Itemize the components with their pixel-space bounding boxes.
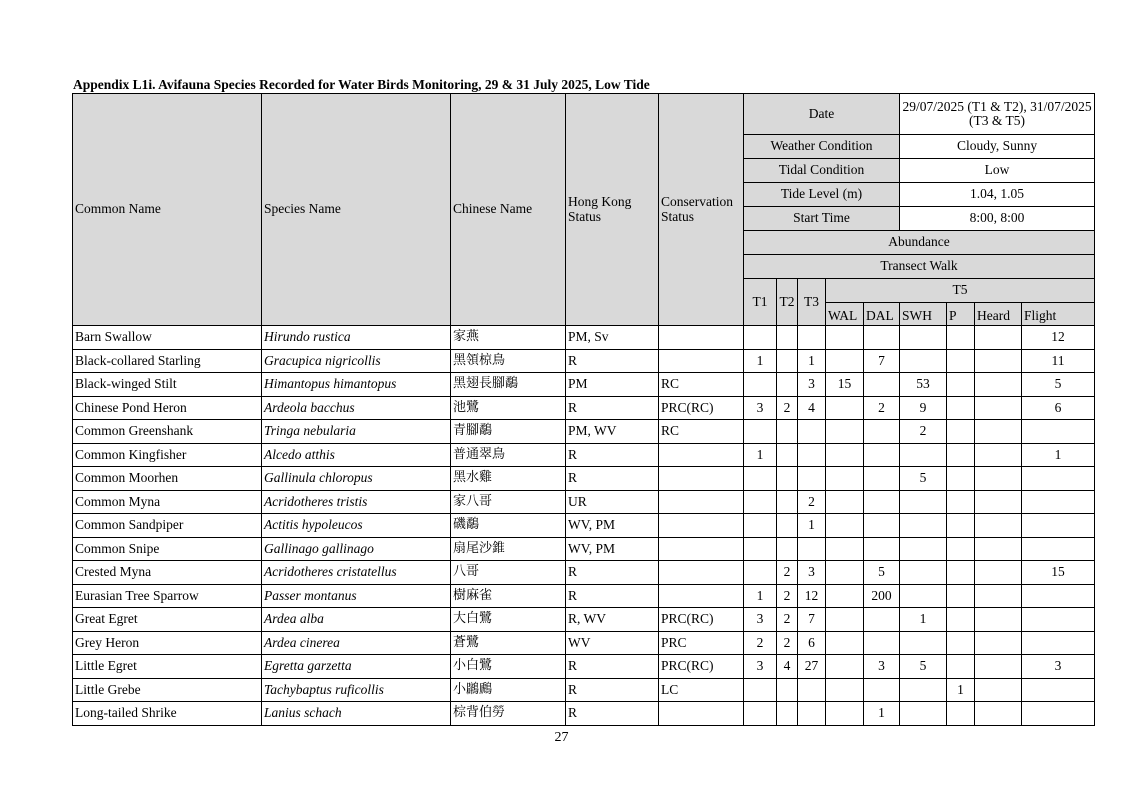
cell-flight xyxy=(1022,467,1095,491)
cell-chinese-name: 青腳鷸 xyxy=(451,420,566,444)
weather-value: Cloudy, Sunny xyxy=(900,135,1095,159)
cell-flight xyxy=(1022,420,1095,444)
cell-hk-status: R xyxy=(566,678,659,702)
tidal-label: Tidal Condition xyxy=(744,159,900,183)
cell-heard xyxy=(975,608,1022,632)
cell-p xyxy=(947,561,975,585)
cell-chinese-name: 黑領椋鳥 xyxy=(451,349,566,373)
cell-dal xyxy=(864,490,900,514)
cell-p xyxy=(947,537,975,561)
cell-heard xyxy=(975,373,1022,397)
cell-t3 xyxy=(798,537,826,561)
cell-chinese-name: 八哥 xyxy=(451,561,566,585)
cell-p xyxy=(947,514,975,538)
cell-common-name: Grey Heron xyxy=(73,631,262,655)
cell-species-name: Himantopus himantopus xyxy=(262,373,451,397)
cell-t1: 1 xyxy=(744,584,777,608)
swh-header: SWH xyxy=(900,303,947,326)
cell-dal xyxy=(864,608,900,632)
cell-chinese-name: 家燕 xyxy=(451,326,566,350)
cell-t1: 3 xyxy=(744,655,777,679)
cell-wal xyxy=(826,655,864,679)
cell-chinese-name: 磯鷸 xyxy=(451,514,566,538)
cell-flight: 6 xyxy=(1022,396,1095,420)
cell-p xyxy=(947,631,975,655)
date-value: 29/07/2025 (T1 & T2), 31/07/2025 (T3 & T5) xyxy=(900,94,1095,135)
table-row xyxy=(73,702,1095,726)
cell-t3 xyxy=(798,420,826,444)
cell-swh: 9 xyxy=(900,396,947,420)
cell-species-name: Ardea alba xyxy=(262,608,451,632)
cell-t2 xyxy=(777,373,798,397)
cell-flight xyxy=(1022,584,1095,608)
p-header: P xyxy=(947,303,975,326)
cell-swh: 5 xyxy=(900,467,947,491)
cell-common-name: Black-collared Starling xyxy=(73,349,262,373)
cell-heard xyxy=(975,490,1022,514)
cell-t2: 2 xyxy=(777,396,798,420)
cell-wal xyxy=(826,467,864,491)
cell-t1 xyxy=(744,490,777,514)
cell-common-name: Common Myna xyxy=(73,490,262,514)
cell-wal xyxy=(826,561,864,585)
cell-conservation-status xyxy=(659,467,744,491)
cell-dal xyxy=(864,326,900,350)
cell-conservation-status xyxy=(659,349,744,373)
tide-level-label: Tide Level (m) xyxy=(744,183,900,207)
cell-common-name: Common Kingfisher xyxy=(73,443,262,467)
cell-t2 xyxy=(777,467,798,491)
t1-header: T1 xyxy=(744,279,777,326)
cell-species-name: Acridotheres tristis xyxy=(262,490,451,514)
cell-t2: 2 xyxy=(777,631,798,655)
cell-species-name: Ardeola bacchus xyxy=(262,396,451,420)
header-common-name: Common Name xyxy=(73,94,262,326)
cell-swh xyxy=(900,561,947,585)
cell-wal xyxy=(826,514,864,538)
cell-t2: 2 xyxy=(777,608,798,632)
cell-t2 xyxy=(777,514,798,538)
cell-common-name: Common Greenshank xyxy=(73,420,262,444)
cell-heard xyxy=(975,326,1022,350)
cell-p xyxy=(947,490,975,514)
table-row xyxy=(73,490,1095,514)
cell-swh xyxy=(900,490,947,514)
cell-chinese-name: 小鸊鷉 xyxy=(451,678,566,702)
cell-p xyxy=(947,443,975,467)
tide-level-value: 1.04, 1.05 xyxy=(900,183,1095,207)
table-row xyxy=(73,631,1095,655)
cell-wal xyxy=(826,396,864,420)
cell-p: 1 xyxy=(947,678,975,702)
cell-wal xyxy=(826,420,864,444)
cell-hk-status: WV xyxy=(566,631,659,655)
cell-dal: 3 xyxy=(864,655,900,679)
table-row xyxy=(73,514,1095,538)
cell-conservation-status: PRC(RC) xyxy=(659,396,744,420)
cell-chinese-name: 大白鷺 xyxy=(451,608,566,632)
cell-t2 xyxy=(777,326,798,350)
cell-t2 xyxy=(777,490,798,514)
cell-common-name: Long-tailed Shrike xyxy=(73,702,262,726)
cell-swh xyxy=(900,631,947,655)
cell-t3 xyxy=(798,467,826,491)
cell-hk-status: R xyxy=(566,561,659,585)
cell-flight: 15 xyxy=(1022,561,1095,585)
table-row xyxy=(73,326,1095,350)
cell-flight xyxy=(1022,608,1095,632)
cell-swh xyxy=(900,326,947,350)
cell-species-name: Hirundo rustica xyxy=(262,326,451,350)
cell-dal xyxy=(864,420,900,444)
cell-heard xyxy=(975,396,1022,420)
cell-heard xyxy=(975,561,1022,585)
cell-common-name: Barn Swallow xyxy=(73,326,262,350)
cell-t2 xyxy=(777,443,798,467)
cell-flight: 1 xyxy=(1022,443,1095,467)
cell-t3: 12 xyxy=(798,584,826,608)
cell-chinese-name: 池鷺 xyxy=(451,396,566,420)
table-row xyxy=(73,655,1095,679)
cell-conservation-status xyxy=(659,514,744,538)
cell-dal xyxy=(864,373,900,397)
cell-hk-status: R xyxy=(566,349,659,373)
cell-chinese-name: 樹麻雀 xyxy=(451,584,566,608)
cell-t3 xyxy=(798,443,826,467)
cell-species-name: Gallinago gallinago xyxy=(262,537,451,561)
table-row xyxy=(73,584,1095,608)
cell-t1 xyxy=(744,420,777,444)
table-row xyxy=(73,678,1095,702)
cell-wal xyxy=(826,631,864,655)
cell-swh xyxy=(900,537,947,561)
cell-p xyxy=(947,584,975,608)
cell-species-name: Passer montanus xyxy=(262,584,451,608)
cell-hk-status: UR xyxy=(566,490,659,514)
cell-common-name: Black-winged Stilt xyxy=(73,373,262,397)
start-time-value: 8:00, 8:00 xyxy=(900,207,1095,231)
cell-conservation-status: RC xyxy=(659,373,744,397)
cell-common-name: Crested Myna xyxy=(73,561,262,585)
flight-header: Flight xyxy=(1022,303,1095,326)
cell-conservation-status xyxy=(659,584,744,608)
table-row xyxy=(73,443,1095,467)
cell-heard xyxy=(975,655,1022,679)
abundance-header: Abundance xyxy=(744,231,1095,255)
cell-chinese-name: 棕背伯勞 xyxy=(451,702,566,726)
cell-heard xyxy=(975,584,1022,608)
cell-p xyxy=(947,608,975,632)
species-table xyxy=(72,93,1095,726)
cell-flight xyxy=(1022,702,1095,726)
cell-common-name: Eurasian Tree Sparrow xyxy=(73,584,262,608)
cell-flight xyxy=(1022,514,1095,538)
cell-dal: 200 xyxy=(864,584,900,608)
table-row xyxy=(73,373,1095,397)
cell-t3 xyxy=(798,326,826,350)
cell-wal: 15 xyxy=(826,373,864,397)
cell-t2: 2 xyxy=(777,584,798,608)
cell-common-name: Common Moorhen xyxy=(73,467,262,491)
cell-swh: 2 xyxy=(900,420,947,444)
cell-species-name: Actitis hypoleucos xyxy=(262,514,451,538)
table-caption: Appendix L1i. Avifauna Species Recorded for Water Birds Monitoring, 29 & 31 July 2025, Low Tide xyxy=(73,77,650,92)
cell-t1 xyxy=(744,561,777,585)
t3-header: T3 xyxy=(798,279,826,326)
cell-dal xyxy=(864,631,900,655)
cell-t3: 1 xyxy=(798,514,826,538)
cell-common-name: Little Grebe xyxy=(73,678,262,702)
cell-p xyxy=(947,326,975,350)
header-conservation-status: Conservation Status xyxy=(659,94,744,326)
cell-t2 xyxy=(777,537,798,561)
cell-t3: 3 xyxy=(798,373,826,397)
cell-t1 xyxy=(744,702,777,726)
cell-dal: 1 xyxy=(864,702,900,726)
cell-t3: 2 xyxy=(798,490,826,514)
date-label: Date xyxy=(744,94,900,135)
cell-t1: 2 xyxy=(744,631,777,655)
cell-species-name: Gallinula chloropus xyxy=(262,467,451,491)
cell-t3: 1 xyxy=(798,349,826,373)
cell-t1 xyxy=(744,373,777,397)
cell-hk-status: WV, PM xyxy=(566,514,659,538)
cell-heard xyxy=(975,537,1022,561)
cell-dal: 5 xyxy=(864,561,900,585)
cell-p xyxy=(947,373,975,397)
cell-species-name: Gracupica nigricollis xyxy=(262,349,451,373)
cell-hk-status: R xyxy=(566,467,659,491)
cell-t3: 4 xyxy=(798,396,826,420)
cell-species-name: Tachybaptus ruficollis xyxy=(262,678,451,702)
cell-heard xyxy=(975,514,1022,538)
cell-heard xyxy=(975,349,1022,373)
cell-common-name: Common Sandpiper xyxy=(73,514,262,538)
cell-swh xyxy=(900,584,947,608)
cell-dal xyxy=(864,467,900,491)
cell-hk-status: PM, Sv xyxy=(566,326,659,350)
cell-wal xyxy=(826,326,864,350)
cell-species-name: Egretta garzetta xyxy=(262,655,451,679)
cell-flight: 3 xyxy=(1022,655,1095,679)
cell-t1 xyxy=(744,537,777,561)
cell-chinese-name: 黑水雞 xyxy=(451,467,566,491)
cell-wal xyxy=(826,537,864,561)
header-hk-status: Hong Kong Status xyxy=(566,94,659,326)
cell-t3: 7 xyxy=(798,608,826,632)
cell-t2 xyxy=(777,349,798,373)
table-row xyxy=(73,420,1095,444)
cell-species-name: Acridotheres cristatellus xyxy=(262,561,451,585)
cell-t1: 3 xyxy=(744,396,777,420)
cell-wal xyxy=(826,608,864,632)
cell-species-name: Alcedo atthis xyxy=(262,443,451,467)
cell-swh xyxy=(900,514,947,538)
cell-dal xyxy=(864,443,900,467)
weather-label: Weather Condition xyxy=(744,135,900,159)
cell-chinese-name: 黑翅長腳鷸 xyxy=(451,373,566,397)
cell-p xyxy=(947,655,975,679)
cell-hk-status: R xyxy=(566,655,659,679)
cell-dal: 2 xyxy=(864,396,900,420)
table-row xyxy=(73,608,1095,632)
cell-t3: 3 xyxy=(798,561,826,585)
cell-t1 xyxy=(744,467,777,491)
cell-common-name: Common Snipe xyxy=(73,537,262,561)
cell-hk-status: PM, WV xyxy=(566,420,659,444)
cell-conservation-status xyxy=(659,702,744,726)
cell-hk-status: PM xyxy=(566,373,659,397)
cell-wal xyxy=(826,443,864,467)
cell-species-name: Tringa nebularia xyxy=(262,420,451,444)
cell-flight xyxy=(1022,678,1095,702)
cell-wal xyxy=(826,702,864,726)
cell-flight xyxy=(1022,490,1095,514)
cell-p xyxy=(947,702,975,726)
cell-heard xyxy=(975,678,1022,702)
cell-swh xyxy=(900,702,947,726)
cell-conservation-status: PRC xyxy=(659,631,744,655)
table-row xyxy=(73,537,1095,561)
cell-heard xyxy=(975,420,1022,444)
cell-t1 xyxy=(744,678,777,702)
cell-t2 xyxy=(777,420,798,444)
page-number: 27 xyxy=(554,730,569,745)
cell-flight xyxy=(1022,631,1095,655)
cell-dal xyxy=(864,537,900,561)
cell-hk-status: R, WV xyxy=(566,608,659,632)
cell-t3 xyxy=(798,702,826,726)
cell-t1: 1 xyxy=(744,349,777,373)
cell-p xyxy=(947,467,975,491)
cell-hk-status: R xyxy=(566,396,659,420)
dal-header: DAL xyxy=(864,303,900,326)
cell-hk-status: R xyxy=(566,702,659,726)
cell-conservation-status: LC xyxy=(659,678,744,702)
header-species-name: Species Name xyxy=(262,94,451,326)
cell-flight: 5 xyxy=(1022,373,1095,397)
cell-flight: 11 xyxy=(1022,349,1095,373)
cell-p xyxy=(947,349,975,373)
cell-p xyxy=(947,420,975,444)
cell-swh: 1 xyxy=(900,608,947,632)
table-row xyxy=(73,396,1095,420)
cell-t2: 2 xyxy=(777,561,798,585)
cell-hk-status: R xyxy=(566,443,659,467)
cell-conservation-status xyxy=(659,490,744,514)
cell-p xyxy=(947,396,975,420)
cell-dal xyxy=(864,514,900,538)
cell-conservation-status xyxy=(659,537,744,561)
cell-dal: 7 xyxy=(864,349,900,373)
cell-conservation-status: PRC(RC) xyxy=(659,655,744,679)
t2-header: T2 xyxy=(777,279,798,326)
cell-flight xyxy=(1022,537,1095,561)
table-row xyxy=(73,349,1095,373)
cell-swh xyxy=(900,443,947,467)
cell-heard xyxy=(975,631,1022,655)
heard-header: Heard xyxy=(975,303,1022,326)
cell-wal xyxy=(826,349,864,373)
tidal-value: Low xyxy=(900,159,1095,183)
header-chinese-name: Chinese Name xyxy=(451,94,566,326)
cell-swh: 53 xyxy=(900,373,947,397)
table-row xyxy=(73,561,1095,585)
cell-t3 xyxy=(798,678,826,702)
cell-t3: 6 xyxy=(798,631,826,655)
cell-conservation-status: RC xyxy=(659,420,744,444)
cell-common-name: Chinese Pond Heron xyxy=(73,396,262,420)
t5-header: T5 xyxy=(826,279,1095,303)
cell-t1: 3 xyxy=(744,608,777,632)
cell-heard xyxy=(975,443,1022,467)
cell-species-name: Lanius schach xyxy=(262,702,451,726)
cell-chinese-name: 普通翠鳥 xyxy=(451,443,566,467)
cell-heard xyxy=(975,702,1022,726)
cell-conservation-status xyxy=(659,326,744,350)
cell-chinese-name: 扇尾沙錐 xyxy=(451,537,566,561)
cell-dal xyxy=(864,678,900,702)
cell-species-name: Ardea cinerea xyxy=(262,631,451,655)
cell-t1: 1 xyxy=(744,443,777,467)
cell-conservation-status xyxy=(659,443,744,467)
cell-swh xyxy=(900,349,947,373)
transect-walk-header: Transect Walk xyxy=(744,255,1095,279)
cell-swh: 5 xyxy=(900,655,947,679)
cell-chinese-name: 小白鷺 xyxy=(451,655,566,679)
cell-hk-status: R xyxy=(566,584,659,608)
cell-hk-status: WV, PM xyxy=(566,537,659,561)
cell-t3: 27 xyxy=(798,655,826,679)
cell-flight: 12 xyxy=(1022,326,1095,350)
cell-t2 xyxy=(777,678,798,702)
start-time-label: Start Time xyxy=(744,207,900,231)
cell-wal xyxy=(826,490,864,514)
cell-conservation-status xyxy=(659,561,744,585)
cell-chinese-name: 蒼鷺 xyxy=(451,631,566,655)
cell-heard xyxy=(975,467,1022,491)
table-row xyxy=(73,467,1095,491)
cell-common-name: Great Egret xyxy=(73,608,262,632)
cell-t1 xyxy=(744,514,777,538)
cell-common-name: Little Egret xyxy=(73,655,262,679)
cell-swh xyxy=(900,678,947,702)
cell-wal xyxy=(826,584,864,608)
wal-header: WAL xyxy=(826,303,864,326)
cell-wal xyxy=(826,678,864,702)
cell-t2: 4 xyxy=(777,655,798,679)
cell-conservation-status: PRC(RC) xyxy=(659,608,744,632)
cell-chinese-name: 家八哥 xyxy=(451,490,566,514)
cell-t1 xyxy=(744,326,777,350)
cell-t2 xyxy=(777,702,798,726)
